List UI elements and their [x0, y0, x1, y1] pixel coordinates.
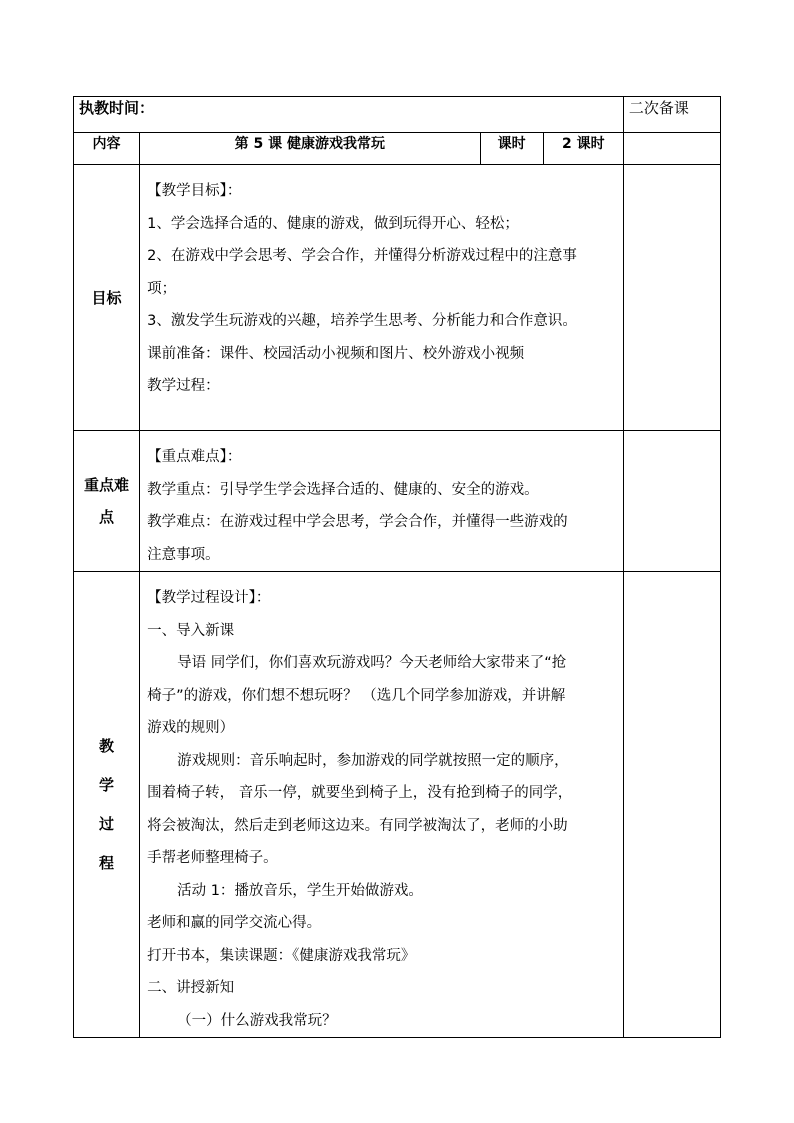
process-line: 打开书本，集读课题：《健康游戏我常玩》	[147, 947, 416, 964]
second-prep-header: 二次备课	[623, 97, 720, 133]
second-prep-cell	[623, 133, 720, 165]
process-line: 游戏规则：音乐响起时，参加游戏的同学就按照一定的顺序，	[177, 752, 569, 769]
teaching-time-label: 执教时间：	[74, 97, 624, 133]
process-row	[74, 572, 721, 1038]
process-label-char: 教	[99, 736, 115, 755]
goals-content	[140, 165, 624, 431]
period-label: 课时	[480, 133, 543, 165]
process-line: 手帮老师整理椅子。	[147, 850, 278, 866]
goals-line: 2、在游戏中学会思考、学会合作，并懂得分析游戏过程中的注意事	[147, 248, 577, 264]
goals-row	[74, 165, 721, 431]
second-prep-cell	[623, 572, 720, 1038]
process-line: 游戏的规则）	[147, 720, 235, 736]
goals-line: 课前准备：课件、校园活动小视频和图片、校外游戏小视频	[147, 345, 525, 362]
process-line: 导语 同学们，你们喜欢玩游戏吗？今天老师给大家带来了“抢	[177, 655, 567, 671]
process-label	[74, 572, 140, 1038]
goals-line: 教学过程：	[147, 378, 220, 394]
goals-line: 项；	[147, 280, 177, 297]
goals-line: 1、学会选择合适的、健康的游戏，做到玩得开心、轻松；	[147, 215, 519, 232]
process-line: 围着椅子转， 音乐一停，就要坐到椅子上，没有抢到椅子的同学，	[147, 785, 573, 801]
process-line: 【教学过程设计】：	[147, 590, 271, 606]
key-points-row	[74, 431, 721, 572]
key-points-label	[74, 431, 140, 572]
process-label-char: 学	[99, 775, 115, 794]
second-prep-cell	[623, 431, 720, 572]
second-prep-cell	[623, 165, 720, 431]
key-points-label-line: 点	[99, 508, 115, 526]
subheader-row	[74, 133, 721, 165]
content-label: 内容	[74, 133, 140, 165]
process-content	[140, 572, 624, 1038]
process-line: 将会被淘汰，然后走到老师这边来。有同学被淘汰了，老师的小助	[147, 817, 568, 834]
key-points-line: 注意事项。	[147, 546, 220, 563]
process-line: 一、导入新课	[147, 622, 235, 639]
process-line: 活动 1：播放音乐，学生开始做游戏。	[177, 882, 423, 899]
goals-line: 3、激发学生玩游戏的兴趣，培养学生思考、分析能力和合作意识。	[147, 313, 577, 329]
process-line: 椅子”的游戏，你们想不想玩呀？ （选几个同学参加游戏，并讲解	[147, 687, 566, 704]
key-points-label-line: 重点难	[84, 476, 130, 494]
lesson-title: 第 5 课 健康游戏我常玩	[140, 133, 481, 165]
process-label-char: 过	[99, 814, 115, 833]
process-label-char: 程	[99, 853, 115, 872]
process-line: （一）什么游戏我常玩？	[177, 1012, 337, 1029]
process-line: 二、讲授新知	[147, 980, 235, 996]
period-value: 2 课时	[543, 133, 623, 165]
key-points-line: 教学重点：引导学生学会选择合适的、健康的、安全的游戏。	[147, 481, 539, 498]
goals-label: 目标	[74, 165, 140, 431]
key-points-content	[140, 431, 624, 572]
key-points-line: 教学难点：在游戏过程中学会思考，学会合作，并懂得一些游戏的	[147, 514, 568, 530]
lesson-plan-table	[73, 96, 721, 1038]
header-row	[74, 97, 721, 133]
goals-line: 【教学目标】：	[147, 183, 242, 199]
key-points-line: 【重点难点】：	[147, 449, 242, 465]
process-line: 老师和赢的同学交流心得。	[147, 915, 322, 931]
